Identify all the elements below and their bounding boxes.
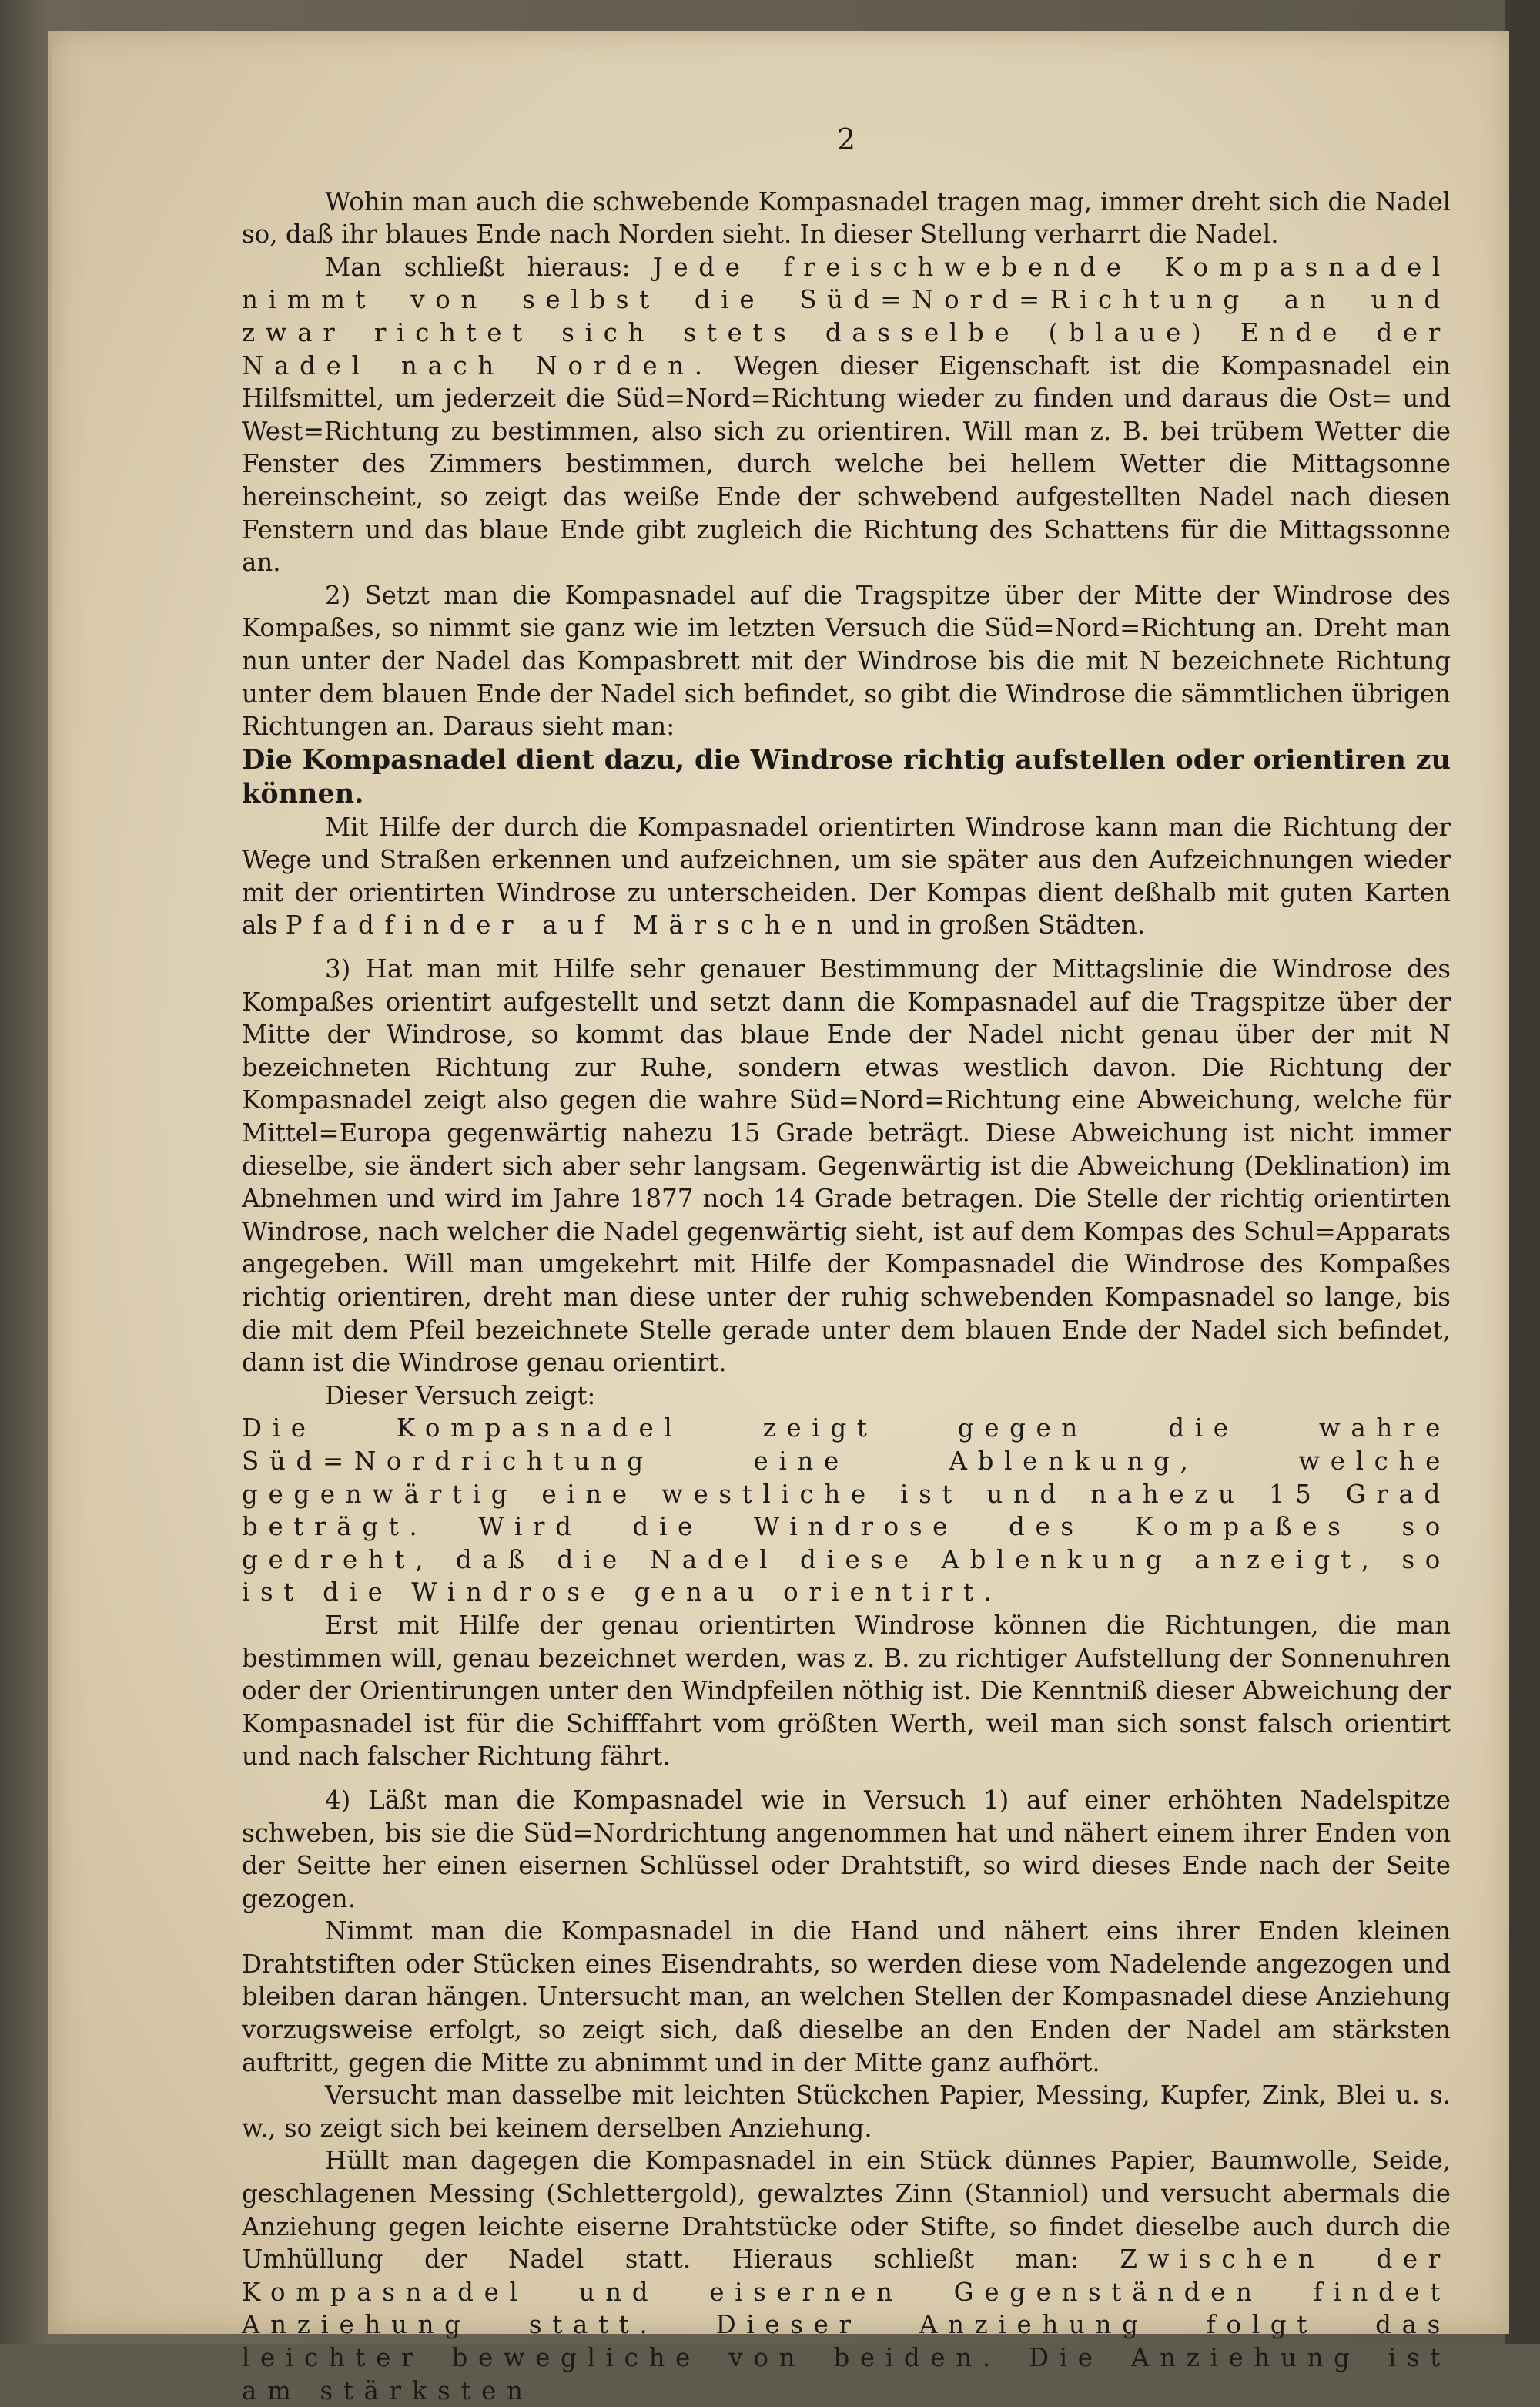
bold-statement (242, 743, 1451, 811)
paragraph-11 (242, 2144, 1451, 2407)
page-number: 2 (836, 122, 856, 156)
paragraph-5 (242, 953, 1451, 1379)
paragraph-7-text: Erst mit Hilfe der genau orientirten Windrose können die Richtungen, die man bestimmen will, genau bezeichnet werden, was z. B. zu richtiger Aufstellung der Sonnenuhren oder der Orientirungen unter den Windpfeilen nöthig ist. Die Kenntniß dieser Abweichung der Kompasnadel ist für die Schifffahrt vom größten Werth, weil man sich sonst falsch orientirt und nach falscher Richtung fährt. (242, 1610, 1451, 1772)
paragraph-9-text: Nimmt man die Kompasnadel in die Hand und nähert eins ihrer Enden kleinen Drahtstiften oder Stücken eines Eisendrahts, so werden diese vom Nadelende angezogen und bleiben daran hängen. Untersucht man, an welchen Stellen der Kompasnadel diese Anziehung vorzugsweise erfolgt, so zeigt sich, daß dieselbe an den Enden der Nadel am stärksten auftritt, gegen die Mitte zu abnimmt und in der Mitte ganz aufhört. (242, 1916, 1451, 2077)
paragraph-1 (242, 186, 1451, 251)
paragraph-10-text: Versucht man dasselbe mit leichten Stückchen Papier, Messing, Kupfer, Zink, Blei u. s. w., so zeigt sich bei keinem derselben Anziehung. (242, 2080, 1451, 2143)
paragraph-6-text: Dieser Versuch zeigt: (325, 1380, 596, 1410)
paragraph-8 (242, 1784, 1451, 1915)
paragraph-4-end: und in großen Städten. (851, 910, 1146, 940)
emphasis-pfadfinder: Pfadfinder auf Märschen (285, 910, 843, 940)
paragraph-6 (242, 1379, 1451, 1413)
conclusion-lead: Man schließt hieraus: (325, 252, 631, 282)
page-content (242, 123, 1451, 2407)
emphasis-rule-2-text: Die Kompasnadel zeigt gegen die wahre Süd=Nordrichtung eine Ablenkung, welche gegenwärtig eine westliche ist und nahezu 15 Grad beträgt. Wird die Windrose des Kompaßes so gedreht, daß die Nadel diese Ablenkung anzeigt, so ist die Windrose genau orientirt. (242, 1413, 1451, 1607)
book-cover-edge (1505, 0, 1540, 2344)
emphasis-rule-1: Jede freischwebende Kompasnadel nimmt von selbst die Süd=Nord=Richtung an und zwar richtet sich stets dasselbe (blaue) Ende der Nadel nach Norden. (242, 252, 1451, 380)
paragraph-7 (242, 1609, 1451, 1773)
book-page (48, 31, 1509, 2405)
paragraph-5-text: 3) Hat man mit Hilfe sehr genauer Bestimmung der Mittagslinie die Windrose des Kompaßes orientirt aufgestellt und setzt dann die Kompasnadel auf die Tragspitze über der Mitte der Windrose, so kommt das blaue Ende der Nadel nicht genau über der mit N bezeichneten Richtung zur Ruhe, sondern etwas westlich davon. Die Richtung der Kompasnadel zeigt also gegen die wahre Süd=Nord=Richtung eine Abweichung, welche für Mittel=Europa gegenwärtig nahezu 15 Grade beträgt. Diese Abweichung ist nicht immer dieselbe, sie ändert sich aber sehr langsam. Gegenwärtig ist die Abweichung (Deklination) im Abnehmen und wird im Jahre 1877 noch 14 Grade betragen. Die Stelle der richtig orientirten Windrose, nach welcher die Nadel gegenwärtig sieht, ist auf dem Kompas des Schul=Apparats angegeben. Will man umgekehrt mit Hilfe der Kompasnadel die Windrose des Kompaßes richtig orientiren, dreht man diese unter der ruhig schwebenden Kompasnadel so lange, bis die mit dem Pfeil bezeichnete Stelle gerade unter dem blauen Ende der Nadel sich befindet, dann ist die Windrose genau orientirt. (242, 954, 1451, 1378)
paragraph-4-text: Mit Hilfe der durch die Kompasnadel orientirten Windrose kann man die Richtung der Wege und Straßen erkennen und aufzeichnen, um sie später aus den Aufzeichnungen wieder mit der orientirten Windrose zu unterscheiden. Der Kompas dient deßhalb mit guten Karten als (242, 812, 1451, 940)
paragraph-3 (242, 579, 1451, 743)
paragraph-1-text: Wohin man auch die schwebende Kompasnadel tragen mag, immer dreht sich die Nadel so, daß ihr blaues Ende nach Norden sieht. In dieser Stellung verharrt die Nadel. (242, 186, 1451, 250)
emphasis-rule-3: Zwischen der Kompasnadel und eisernen Gegenständen findet Anziehung statt. Dieser Anziehung folgt das leichter bewegliche von beiden. Die Anziehung ist am stärksten (242, 2244, 1451, 2405)
paragraph-9 (242, 1915, 1451, 2079)
emphasis-rule-2 (242, 1412, 1451, 1609)
paragraph-2 (242, 251, 1451, 579)
paragraph-4 (242, 811, 1451, 942)
paragraph-3-text: 2) Setzt man die Kompasnadel auf die Tragspitze über der Mitte der Windrose des Kompaßes, so nimmt sie ganz wie im letzten Versuch die Süd=Nord=Richtung an. Dreht man nun unter der Nadel das Kompasbrett mit der Windrose bis die mit N bezeichnete Richtung unter dem blauen Ende der Nadel sich befindet, so gibt die Windrose die sämmtlichen übrigen Richtungen an. Daraus sieht man: (242, 580, 1451, 742)
paragraph-11-text: Hüllt man dagegen die Kompasnadel in ein Stück dünnes Papier, Baumwolle, Seide, geschlagenen Messing (Schlettergold), gewalztes Zinn (Stanniol) und versucht abermals die Anziehung gegen leichte eiserne Drahtstücke oder Stifte, so findet dieselbe auch durch die Umhüllung der Nadel statt. Hieraus schließt man: (242, 2146, 1451, 2275)
paragraph-8-text: 4) Läßt man die Kompasnadel wie in Versuch 1) auf einer erhöhten Nadelspitze schweben, bis sie die Süd=Nordrichtung angenommen hat und nähert einem ihrer Enden von der Seitte her einen eisernen Schlüssel oder Drahtstift, so wird dieses Ende nach der Seite gezogen. (242, 1785, 1451, 1913)
paragraph-10 (242, 2079, 1451, 2144)
paragraph-2-text: Wegen dieser Eigenschaft ist die Kompasnadel ein Hilfsmittel, um jederzeit die Süd=Nord=Richtung wieder zu finden und daraus die Ost= und West=Richtung zu bestimmen, also sich zu orientiren. Will man z. B. bei trübem Wetter die Fenster des Zimmers bestimmen, durch welche bei hellem Wetter die Mittagsonne hereinscheint, so zeigt das weiße Ende der schwebend aufgestellten Nadel nach diesen Fenstern und das blaue Ende gibt zugleich die Richtung des Schattens für die Mittagssonne an. (242, 350, 1451, 578)
bold-statement-text: Die Kompasnadel dient dazu, die Windrose richtig aufstellen oder orientiren zu können. (242, 743, 1451, 810)
